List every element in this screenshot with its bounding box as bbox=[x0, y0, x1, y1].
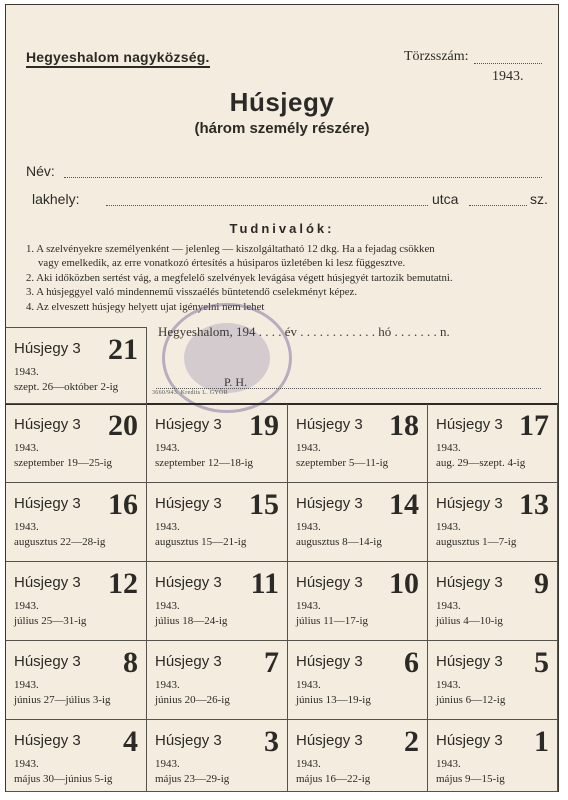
coupon-dates: július 4—10-ig bbox=[436, 615, 503, 627]
coupon-dates: aug. 29—szept. 4-ig bbox=[436, 457, 526, 469]
coupon-number: 10 bbox=[389, 567, 419, 600]
coupon-7[interactable] bbox=[147, 641, 288, 720]
serial-number-field[interactable] bbox=[474, 63, 542, 64]
coupon-label: Húsjegy 3 bbox=[436, 574, 503, 591]
coupon-year: 1943. bbox=[14, 442, 39, 454]
coupon-number: 21 bbox=[108, 333, 138, 366]
street-label: utca bbox=[432, 191, 459, 207]
coupon-number: 5 bbox=[534, 646, 549, 679]
coupon-year: 1943. bbox=[155, 521, 180, 533]
coupon-label: Húsjegy 3 bbox=[14, 340, 81, 357]
coupon-dates: július 18—24-ig bbox=[155, 615, 228, 627]
note-item: 1. A szelvényekre személyenként — jelenleg — kiszolgáltatható 12 dkg. Ha a fejadag csökken bbox=[26, 243, 435, 255]
coupon-label: Húsjegy 3 bbox=[296, 732, 363, 749]
coupon-label: Húsjegy 3 bbox=[155, 495, 222, 512]
coupon-year: 1943. bbox=[155, 679, 180, 691]
name-field[interactable] bbox=[64, 177, 542, 178]
coupon-year: 1943. bbox=[14, 366, 39, 378]
card-subtitle: (három személy részére) bbox=[194, 120, 370, 137]
number-label: sz. bbox=[530, 191, 548, 207]
coupon-year: 1943. bbox=[436, 442, 461, 454]
coupon-3[interactable] bbox=[147, 720, 288, 792]
coupon-label: Húsjegy 3 bbox=[436, 653, 503, 670]
coupon-13[interactable] bbox=[428, 483, 558, 562]
coupon-label: Húsjegy 3 bbox=[155, 416, 222, 433]
coupon-number: 16 bbox=[108, 488, 138, 521]
coupon-dates: augusztus 1—7-ig bbox=[436, 536, 517, 548]
coupon-label: Húsjegy 3 bbox=[155, 732, 222, 749]
coupon-year: 1943. bbox=[296, 679, 321, 691]
coupon-dates: június 6—12-ig bbox=[436, 694, 506, 706]
note-item: vagy emelkedik, az erre vonatkozó értesítés a húsiparos üzletében ki lesz függesztve. bbox=[38, 257, 406, 270]
note-item: 3. A húsjeggyel való mindennemű visszaélés büntetendő cselekményt képez. bbox=[26, 286, 358, 299]
coupon-label: Húsjegy 3 bbox=[155, 653, 222, 670]
coupon-17[interactable] bbox=[428, 404, 558, 483]
coupon-number: 1 bbox=[534, 725, 549, 758]
coupon-20[interactable] bbox=[6, 404, 147, 483]
coupon-year: 1943. bbox=[14, 679, 39, 691]
coupon-year: 1943. bbox=[14, 600, 39, 612]
coupon-dates: május 30—június 5-ig bbox=[14, 773, 113, 785]
card-title: Húsjegy bbox=[229, 87, 335, 117]
coupon-number: 3 bbox=[264, 725, 279, 758]
coupon-dates: június 13—19-ig bbox=[296, 694, 371, 706]
coupon-15[interactable] bbox=[147, 483, 288, 562]
coupon-dates: augusztus 15—21-ig bbox=[155, 536, 247, 548]
coupon-16[interactable] bbox=[6, 483, 147, 562]
coupon-year: 1943. bbox=[436, 758, 461, 770]
coupon-dates: június 27—július 3-ig bbox=[14, 694, 111, 706]
coupon-9[interactable] bbox=[428, 562, 558, 641]
coupon-number: 13 bbox=[519, 488, 549, 521]
coupon-label: Húsjegy 3 bbox=[296, 416, 363, 433]
coupon-label: Húsjegy 3 bbox=[296, 653, 363, 670]
meat-ration-card bbox=[5, 4, 559, 792]
coupon-18[interactable] bbox=[288, 404, 428, 483]
coupon-number: 14 bbox=[389, 488, 419, 521]
note-item: 4. Az elveszett húsjegy helyett ujat igényelni nem lehet bbox=[26, 300, 265, 313]
coupon-label: Húsjegy 3 bbox=[436, 495, 503, 512]
coupon-year: 1943. bbox=[296, 521, 321, 533]
coupon-number: 19 bbox=[249, 409, 279, 442]
place-date-line: Hegyeshalom, 194 . . . . év . . . . . . . . . . . . hó . . . . . . . n. bbox=[158, 324, 450, 339]
coupon-year: 1943. bbox=[436, 600, 461, 612]
coupon-dates: szeptember 5—11-ig bbox=[296, 457, 389, 469]
coupon-label: Húsjegy 3 bbox=[436, 732, 503, 749]
coupon-dates: augusztus 22—28-ig bbox=[14, 536, 106, 548]
coupon-label: Húsjegy 3 bbox=[14, 653, 81, 670]
coupon-number: 18 bbox=[389, 409, 419, 442]
coupon-dates: szeptember 12—18-ig bbox=[155, 457, 254, 469]
printer-imprint: 3660/943. Kredits L. GYŐR bbox=[152, 390, 228, 396]
name-label: Név: bbox=[26, 163, 55, 179]
coupon-year: 1943. bbox=[155, 600, 180, 612]
coupon-number: 20 bbox=[108, 409, 138, 442]
coupon-2[interactable] bbox=[288, 720, 428, 792]
coupon-dates: május 9—15-ig bbox=[436, 773, 505, 785]
coupon-label: Húsjegy 3 bbox=[14, 574, 81, 591]
coupon-1[interactable] bbox=[428, 720, 558, 792]
coupon-dates: augusztus 8—14-ig bbox=[296, 536, 382, 548]
coupon-dates: szeptember 19—25-ig bbox=[14, 457, 113, 469]
seal-placeholder-label: P. H. bbox=[224, 375, 248, 389]
header-year: 1943. bbox=[492, 69, 524, 84]
coupon-14[interactable] bbox=[288, 483, 428, 562]
coupon-number: 4 bbox=[123, 725, 138, 758]
residence-label: lakhely: bbox=[32, 191, 80, 207]
coupon-year: 1943. bbox=[296, 758, 321, 770]
coupon-label: Húsjegy 3 bbox=[155, 574, 222, 591]
coupon-dates: május 23—29-ig bbox=[155, 773, 230, 785]
coupon-year: 1943. bbox=[14, 758, 39, 770]
coupon-dates: szept. 26—október 2-ig bbox=[14, 381, 119, 393]
coupon-label: Húsjegy 3 bbox=[14, 732, 81, 749]
coupon-label: Húsjegy 3 bbox=[296, 495, 363, 512]
coupon-8[interactable] bbox=[6, 641, 147, 720]
coupon-12[interactable] bbox=[6, 562, 147, 641]
coupon-year: 1943. bbox=[155, 442, 180, 454]
coupon-label: Húsjegy 3 bbox=[14, 416, 81, 433]
coupon-19[interactable] bbox=[147, 404, 288, 483]
coupon-year: 1943. bbox=[14, 521, 39, 533]
notes-list bbox=[26, 242, 546, 314]
coupon-year: 1943. bbox=[296, 442, 321, 454]
note-item: 2. Aki időközben sertést vág, a megfelelő szelvények levágása végett húsjegyét tartozik bemutatni. bbox=[26, 271, 453, 284]
residence-field[interactable] bbox=[106, 205, 428, 206]
coupon-year: 1943. bbox=[296, 600, 321, 612]
coupon-year: 1943. bbox=[436, 679, 461, 691]
house-number-field[interactable] bbox=[469, 205, 527, 206]
signature-line[interactable] bbox=[156, 388, 541, 389]
coupon-11[interactable] bbox=[147, 562, 288, 641]
coupon-number: 6 bbox=[404, 646, 419, 679]
municipality-name: Hegyeshalom nagyközség. bbox=[26, 49, 210, 68]
coupon-number: 15 bbox=[249, 488, 279, 521]
coupon-dates: május 16—22-ig bbox=[296, 773, 371, 785]
coupon-5[interactable] bbox=[428, 641, 558, 720]
coupon-6[interactable] bbox=[288, 641, 428, 720]
coupon-label: Húsjegy 3 bbox=[14, 495, 81, 512]
coupon-21[interactable] bbox=[6, 327, 147, 404]
coupon-dates: július 25—31-ig bbox=[14, 615, 87, 627]
coupon-number: 17 bbox=[519, 409, 549, 442]
coupon-number: 11 bbox=[250, 567, 279, 600]
coupon-dates: június 20—26-ig bbox=[155, 694, 230, 706]
coupon-dates: július 11—17-ig bbox=[296, 615, 369, 627]
coupon-number: 2 bbox=[404, 725, 419, 758]
coupon-label: Húsjegy 3 bbox=[296, 574, 363, 591]
coupon-label: Húsjegy 3 bbox=[436, 416, 503, 433]
coupon-year: 1943. bbox=[436, 521, 461, 533]
notes-heading: Tudnivalók: bbox=[229, 221, 335, 236]
coupon-number: 9 bbox=[534, 567, 549, 600]
coupon-4[interactable] bbox=[6, 720, 147, 792]
coupon-number: 8 bbox=[123, 646, 138, 679]
coupon-number: 12 bbox=[108, 567, 138, 600]
coupon-10[interactable] bbox=[288, 562, 428, 641]
coupon-year: 1943. bbox=[155, 758, 180, 770]
serial-number-label: Törzsszám: bbox=[404, 49, 469, 64]
coupon-number: 7 bbox=[264, 646, 279, 679]
